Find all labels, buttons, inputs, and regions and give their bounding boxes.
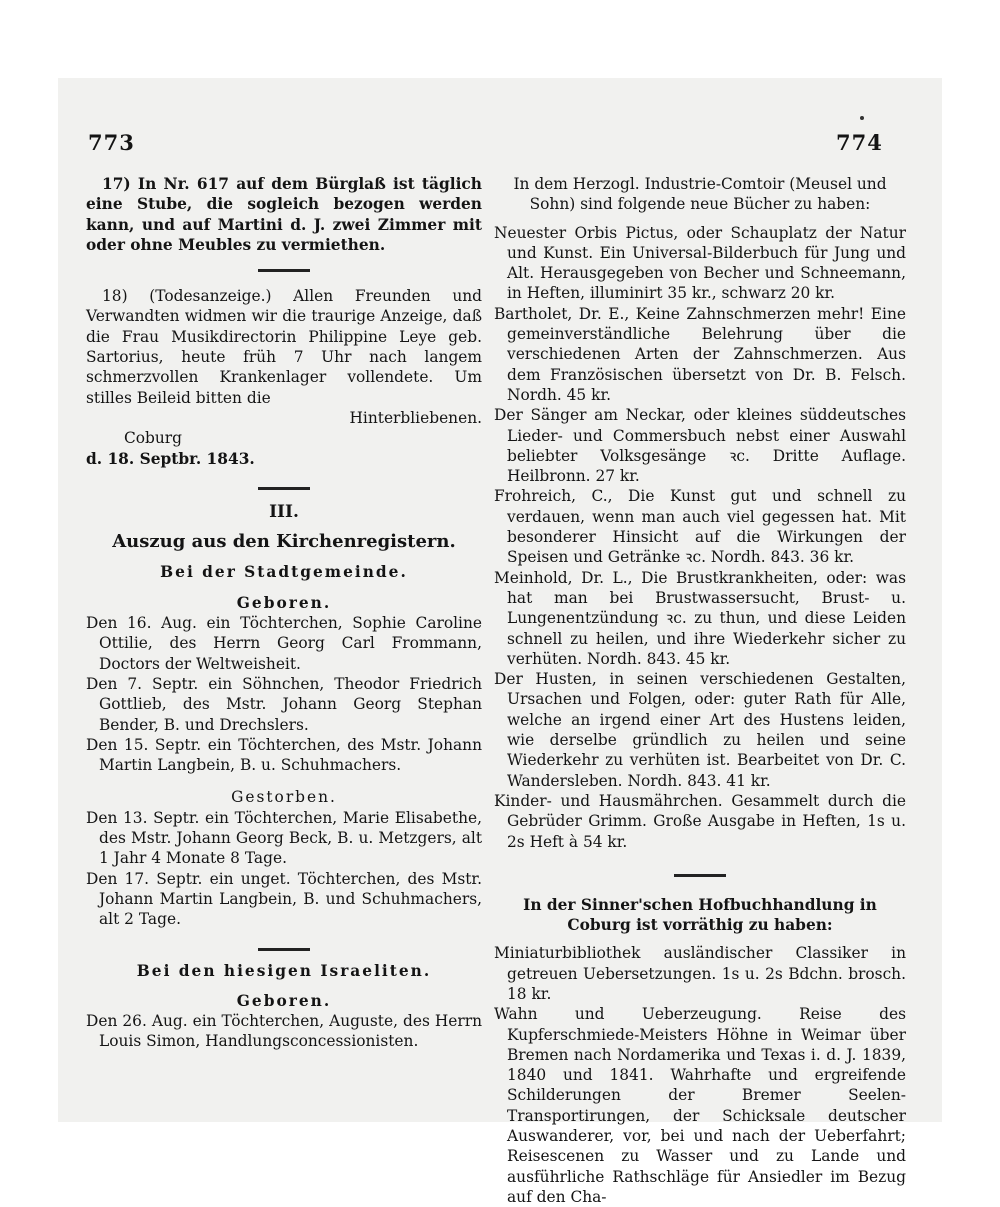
page-number-left: 773 <box>88 130 135 155</box>
notice-place: Coburg <box>124 429 183 448</box>
left-column <box>86 174 482 1052</box>
book-listing: Frohreich, C., Die Kunst gut und schnell zu verdauen, wenn man auch viel gegessen hat. Mit besonderer Hinsicht auf die Wirkungen der Speisen und Getränke ꝛc. Nordh. 843. 36 kr. <box>494 487 906 567</box>
death-entry: Den 13. Septr. ein Töchterchen, Marie Elisabethe, des Mstr. Johann Georg Beck, B. u. Metzgers, alt 1 Jahr 4 Monate 8 Tage. <box>86 808 482 868</box>
subsection-heading: Bei der Stadtgemeinde. <box>160 563 408 582</box>
separator-rule <box>258 269 310 272</box>
notice-17: 17) In Nr. 617 auf dem Bürglaß ist täglich eine Stube, die sogleich bezogen werden kann, und auf Martini d. J. zwei Zimmer mit oder ohne Meubles zu vermiethen. <box>86 175 482 254</box>
book-listing: Der Sänger am Neckar, oder kleines süddeutsches Lieder- und Commersbuch nebst einer Auswahl beliebter Volksgesänge ꝛc. Dritte Auflage. Heilbronn. 27 kr. <box>494 406 906 486</box>
death-entry: Den 17. Septr. ein unget. Töchterchen, des Mstr. Johann Martin Langbein, B. und Schuhmachers, alt 2 Tage. <box>86 869 482 929</box>
separator-rule <box>674 874 726 877</box>
book-listing: Der Husten, in seinen verschiedenen Gestalten, Ursachen und Folgen, oder: guter Rath für Alle, welche an irgend einer Art des Hustens leiden, wie derselbe gründlich zu heilen und seine Wiederkehr zu verhüten ist. Bearbeitet von Dr. C. Wandersleben. Nordh. 843. 41 kr. <box>494 670 906 790</box>
separator-rule <box>258 948 310 951</box>
notice-date: d. 18. Septbr. 1843. <box>86 449 255 468</box>
births-heading: Geboren. <box>236 991 332 1010</box>
birth-entry: Den 26. Aug. ein Töchterchen, Auguste, des Herrn Louis Simon, Handlungsconcessionisten. <box>86 1012 482 1051</box>
notice-signature: Hinterbliebenen. <box>349 408 482 427</box>
birth-entry: Den 15. Septr. ein Töchterchen, des Mstr. Johann Martin Langbein, B. u. Schuhmachers. <box>86 735 482 775</box>
book-listing: Meinhold, Dr. L., Die Brustkrankheiten, oder: was hat man bei Brustwassersucht, Brust- u. Lungenentzündung ꝛc. zu thun, und diese Leiden schnell zu heilen, und ihre Wiederkehr sicher zu verhüten. Nordh. 843. 45 kr. <box>494 568 906 668</box>
book-listing: Bartholet, Dr. E., Keine Zahnschmerzen mehr! Eine gemeinverständliche Belehrung über die verschiedenen Arten der Zahnschmerzen. Aus dem Französischen übersetzt von Dr. B. Felsch. Nordh. 45 kr. <box>494 304 906 404</box>
book-listing: Miniaturbibliothek ausländischer Classiker in getreuen Uebersetzungen. 1s u. 2s Bdchn. brosch. 18 kr. <box>494 944 906 1003</box>
birth-entry: Den 16. Aug. ein Töchterchen, Sophie Caroline Ottilie, des Herrn Georg Carl Frommann, Doctors der Weltweisheit. <box>86 614 482 673</box>
birth-entry: Den 7. Septr. ein Söhnchen, Theodor Friedrich Gottlieb, des Mstr. Johann Georg Stephan Bender, B. und Drechslers. <box>86 674 482 734</box>
book-listing: Neuester Orbis Pictus, oder Schauplatz der Natur und Kunst. Ein Universal-Bilderbuch für Jung und Alt. Herausgegeben von Becher und Schneemann, in Heften, illuminirt 35 kr., schwarz 20 kr. <box>494 223 906 303</box>
deaths-heading: Gestorben. <box>231 788 337 807</box>
births-heading: Geboren. <box>236 593 332 612</box>
bookshop-heading: In der Sinner'schen Hofbuchhandlung in Coburg ist vorräthig zu haben: <box>523 895 877 935</box>
bookshop-heading: In dem Herzogl. Industrie-Comtoir (Meusel und Sohn) sind folgende neue Bücher zu haben: <box>513 175 887 214</box>
section-title: Auszug aus den Kirchenregistern. <box>112 531 456 553</box>
scanned-page <box>58 78 942 1206</box>
notice-18: 18) (Todesanzeige.) Allen Freunden und Verwandten widmen wir die traurige Anzeige, daß die Frau Musikdirectorin Philippine Leye geb. Sartorius, heute früh 7 Uhr nach langem schmerzvollen Krankenlager vollendete. Um stilles Beileid bitten die <box>86 287 482 407</box>
book-listing: Kinder- und Hausmährchen. Gesammelt durch die Gebrüder Grimm. Große Ausgabe in Heften, 1s u. 2s Heft à 54 kr. <box>494 791 906 851</box>
right-column <box>494 174 906 1207</box>
separator-rule <box>258 487 310 490</box>
section-number: III. <box>269 501 299 522</box>
book-listing: Wahn und Ueberzeugung. Reise des Kupferschmiede-Meisters Höhne in Weimar über Bremen nach Nordamerika und Texas i. d. J. 1839, 1840 und 1841. Wahrhafte und ergreifende Schilderungen der Bremer Seelen-Transportirungen, der Schicksale deutscher Auswanderer, vor, bei und nach der Ueberfahrt; Reisescenen zu Wasser und zu Lande und ausführliche Rathschläge für Ansiedler im Bezug auf den Cha- <box>494 1005 906 1206</box>
subsection-heading: Bei den hiesigen Israeliten. <box>136 961 432 980</box>
ink-speck <box>860 116 864 120</box>
page-number-right: 774 <box>836 130 883 155</box>
